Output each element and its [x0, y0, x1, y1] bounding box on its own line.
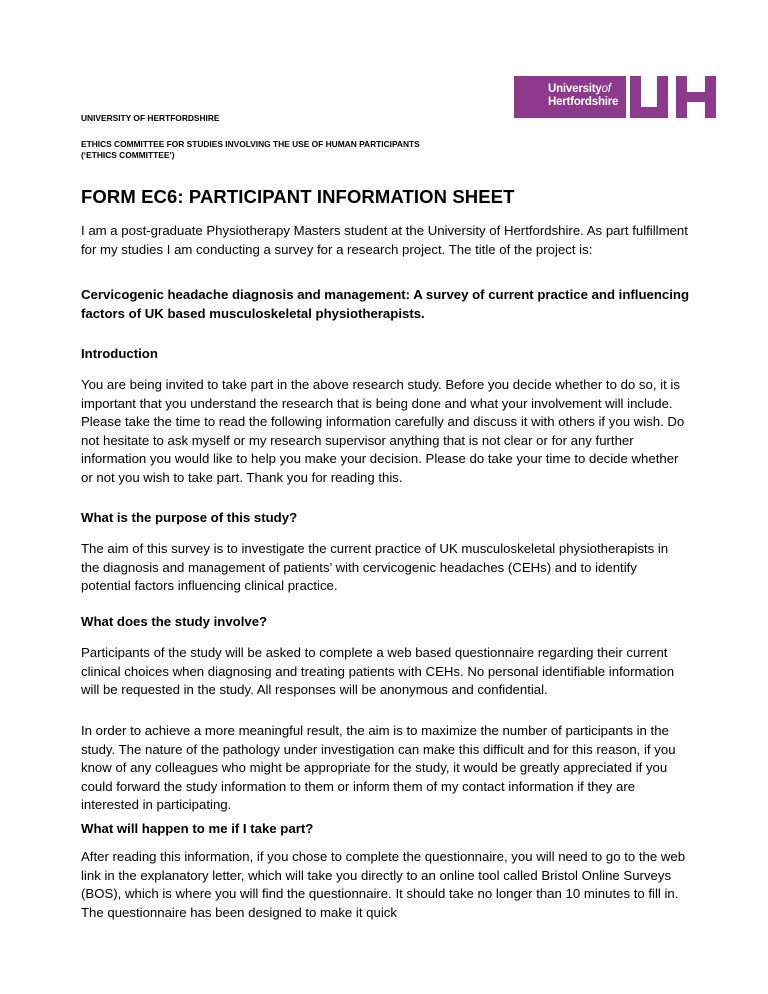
logo-letter-h [676, 76, 716, 118]
form-title: FORM EC6: PARTICIPANT INFORMATION SHEET [81, 186, 515, 207]
ethics-committee-line2: (‘ETHICS COMMITTEE’) [81, 150, 175, 160]
introduction-body: You are being invited to take part in the above research study. Before you decide whether to do so, it is important that you understand the research that is being done and what your involvement will include. Please take the time to read the following information carefully and discuss it with others if you wish. Do not hesitate to ask myself or my research supervisor anything that is not clear or for any further information you would like to help you make your decision. Please do take your time to decide whether or not you wish to take part. Thank you for reading this. [81, 377, 685, 485]
uh-monogram [630, 76, 716, 118]
involve-body-2: In order to achieve a more meaningful result, the aim is to maximize the number of participants in the study. The nature of the pathology under investigation can make this difficult and for this reason, if you know of any colleagues who might be appropriate for the study, it would be greatly appreciated if you could forward the study information to them or inform them of my contact information if they are interested in participating. [81, 723, 676, 812]
section-heading-happen: What will happen to me if I take part? [81, 821, 314, 836]
university-name: UNIVERSITY OF HERTFORDSHIRE [81, 113, 220, 123]
section-heading-involve: What does the study involve? [81, 614, 268, 629]
logo-line1: University [548, 83, 602, 95]
logo-letter-u [630, 76, 668, 118]
logo-wordmark [514, 76, 626, 118]
section-heading-introduction: Introduction [81, 346, 158, 361]
university-logo [514, 76, 716, 118]
happen-body: After reading this information, if you chose to complete the questionnaire, you will need to go to the web link in the explanatory letter, which will take you directly to an online tool called Bristol Online Surveys (BOS), which is where you will find the questionnaire. It should take no longer than 10 minutes to fill in. The questionnaire has been designed to make it quick [81, 849, 686, 920]
project-title: Cervicogenic headache diagnosis and management: A survey of current practice and influencing factors of UK based musculoskeletal physiotherapists. [81, 287, 690, 321]
ethics-committee-line1: ETHICS COMMITTEE FOR STUDIES INVOLVING THE USE OF HUMAN PARTICIPANTS [81, 139, 420, 149]
involve-body-1: Participants of the study will be asked to complete a web based questionnaire regarding their current clinical choices when diagnosing and treating patients with CEHs. No personal identifiable information will be requested in the study. All responses will be anonymous and confidential. [81, 645, 675, 697]
intro-paragraph: I am a post-graduate Physiotherapy Masters student at the University of Hertfordshire. As part fulfillment for my studies I am conducting a survey for a research project. The title of the project is: [81, 223, 688, 257]
purpose-body: The aim of this survey is to investigate the current practice of UK musculoskeletal physiotherapists in the diagnosis and management of patients’ with cervicogenic headaches (CEHs) and to identify potential factors influencing clinical practice. [81, 541, 669, 593]
ethics-committee-heading [81, 139, 581, 161]
section-heading-purpose: What is the purpose of this study? [81, 510, 298, 525]
logo-of: of [601, 83, 611, 95]
logo-line2: Hertfordshire [548, 96, 619, 108]
